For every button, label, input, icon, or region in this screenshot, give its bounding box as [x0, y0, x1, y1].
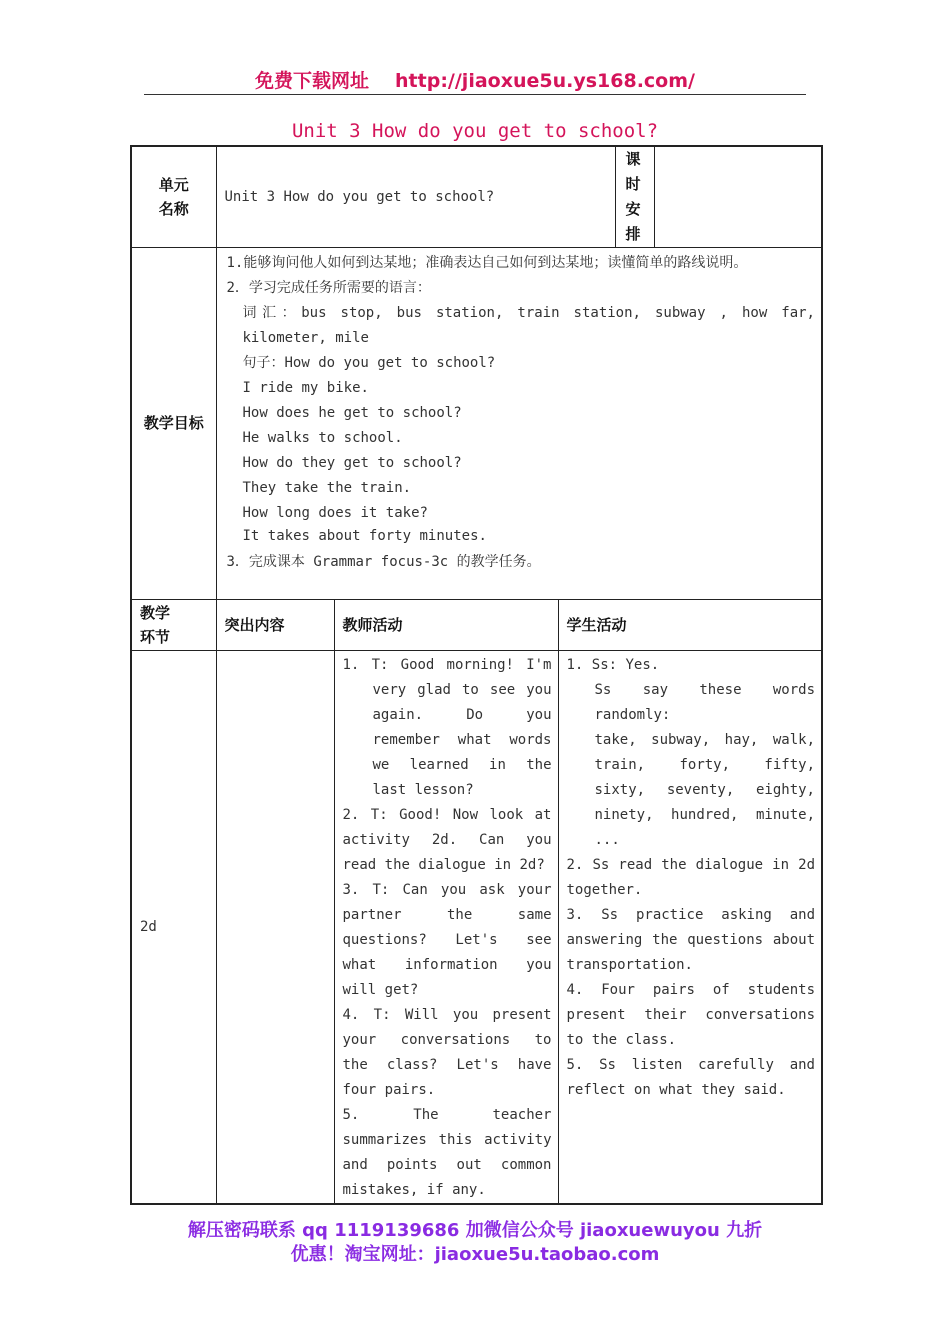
unit-name-value: Unit 3 How do you get to school?	[216, 146, 615, 248]
header-site-label: 免费下载网址	[255, 70, 370, 92]
objective-sentence: I ride my bike.	[242, 380, 369, 396]
teacher-step: 3. T: Can you ask your partner the same questions? Let's see what information you will get?	[342, 882, 552, 998]
header-site-url[interactable]: http://jiaoxue5u.ys168.com/	[395, 70, 695, 92]
teacher-activity-header: 教师活动	[334, 600, 558, 651]
header-divider	[144, 94, 806, 95]
page-title: Unit 3 How do you get to school?	[291, 120, 659, 142]
student-activity-header: 学生活动	[558, 600, 822, 651]
objective-vocab: 词汇：bus stop, bus station, train station, subway , how far, kilometer, mile	[242, 305, 815, 346]
student-step-detail: Ss say these words randomly:	[594, 682, 815, 723]
stage-header: 教学 环节	[131, 600, 216, 651]
student-step: 2. Ss read the dialogue in 2d together.	[566, 857, 815, 898]
teacher-step: 2. T: Good! Now look at activity 2d. Can you read the dialogue in 2d?	[342, 807, 552, 873]
stage-cell: 2d	[131, 651, 216, 1205]
student-step: 1. Ss: Yes.	[566, 657, 660, 673]
focus-cell	[216, 651, 334, 1205]
teacher-step: 1. T: Good morning! I'm very glad to see you again. Do you remember what words we learned in the last lesson?	[342, 657, 552, 798]
student-step: 3. Ss practice asking and answering the questions about transportation.	[566, 907, 815, 973]
teacher-step: 5. The teacher summarizes this activity and points out common mistakes, if any.	[342, 1107, 552, 1198]
objective-sentence: He walks to school.	[242, 430, 403, 446]
lesson-plan-table	[130, 145, 823, 1205]
objective-sentence: How long does it take?	[242, 505, 428, 521]
objective-3: 3．完成课本 Grammar focus-3c 的教学任务。	[226, 554, 541, 570]
student-step: 4. Four pairs of students present their conversations to the class.	[566, 982, 815, 1048]
objectives-content	[216, 248, 822, 600]
teacher-activity-cell	[334, 651, 558, 1205]
student-word-list: take, subway, hay, walk, train, forty, fifty, sixty, seventy, eighty, ninety, hundred, minute, ...	[594, 732, 815, 848]
footer-line: 优惠！淘宝网址：jiaoxue5u.taobao.com	[290, 1244, 660, 1265]
student-activity-cell	[558, 651, 822, 1205]
student-step: 5. Ss listen carefully and reflect on what they said.	[566, 1057, 815, 1098]
header-banner	[0, 66, 950, 93]
objective-sentence: They take the train.	[242, 480, 412, 496]
footer-notice	[0, 1219, 950, 1267]
schedule-label: 课时安排	[615, 146, 654, 248]
objective-1: 1.能够询问他人如何到达某地；准确表达自己如何到达某地；读懂简单的路线说明。	[226, 255, 748, 271]
objective-sentence: It takes about forty minutes.	[242, 528, 487, 544]
teacher-step: 4. T: Will you present your conversations to the class? Let's have four pairs.	[342, 1007, 552, 1098]
objective-sentence: 句子：How do you get to school?	[242, 355, 496, 371]
unit-name-label: 单元 名称	[131, 146, 216, 248]
objectives-label: 教学目标	[131, 248, 216, 600]
focus-header: 突出内容	[216, 600, 334, 651]
objective-2: 2．学习完成任务所需要的语言：	[226, 280, 431, 296]
objective-sentence: How does he get to school?	[242, 405, 462, 421]
footer-line: 解压密码联系 qq 1119139686 加微信公众号 jiaoxuewuyou 九折	[187, 1220, 763, 1241]
schedule-value	[654, 146, 822, 248]
objective-sentence: How do they get to school?	[242, 455, 462, 471]
